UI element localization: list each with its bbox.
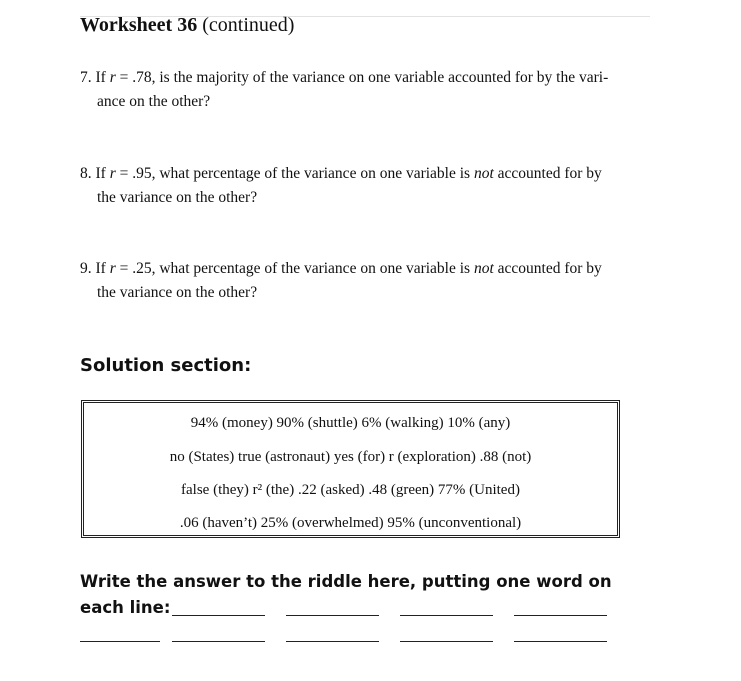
title-rest: (continued) xyxy=(197,14,295,36)
question-text: = .78, is the majority of the variance on one variable accounted for by the vari- xyxy=(115,69,609,86)
solution-row: 94% (money) 90% (shuttle) 6% (walking) 10% (any) xyxy=(190,415,511,431)
answer-blank[interactable] xyxy=(80,641,160,642)
variable-r: r xyxy=(109,69,116,86)
question-text: If xyxy=(91,260,110,277)
answer-blank[interactable] xyxy=(514,641,607,642)
emphasis-not: not xyxy=(473,260,494,277)
answer-blank[interactable] xyxy=(286,641,379,642)
solution-box xyxy=(81,400,620,538)
variable-r: r xyxy=(109,260,116,277)
riddle-line2: each line: xyxy=(80,598,171,617)
solution-row: no (States) true (astronaut) yes (for) r (exploration) .88 (not) xyxy=(169,449,532,465)
answer-blank[interactable] xyxy=(514,615,607,616)
emphasis-not: not xyxy=(473,165,494,182)
question-9 xyxy=(80,257,640,305)
question-number: 9. xyxy=(80,260,92,277)
solution-row: .06 (haven’t) 25% (overwhelmed) 95% (unconventional) xyxy=(179,515,522,531)
answer-blank[interactable] xyxy=(286,615,379,616)
question-text: accounted for by xyxy=(493,165,602,182)
question-8 xyxy=(80,162,640,210)
question-7 xyxy=(80,66,640,114)
variable-r: r xyxy=(109,165,116,182)
question-text: = .95, what percentage of the variance on one variable is xyxy=(115,165,474,182)
answer-blank[interactable] xyxy=(400,615,493,616)
question-text: If xyxy=(91,69,110,86)
question-text: If xyxy=(91,165,110,182)
solution-heading: Solution section: xyxy=(80,355,252,376)
question-number: 8. xyxy=(80,165,92,182)
page-title xyxy=(80,14,294,37)
answer-blank[interactable] xyxy=(172,615,265,616)
solution-row: false (they) r² (the) .22 (asked) .48 (green) 77% (United) xyxy=(181,482,520,498)
question-line2: ance on the other? xyxy=(97,93,211,110)
question-text: accounted for by xyxy=(493,260,602,277)
question-line2: the variance on the other? xyxy=(97,189,258,206)
riddle-line1: Write the answer to the riddle here, putting one word on xyxy=(80,572,612,591)
question-number: 7. xyxy=(80,69,92,86)
title-bold: Worksheet 36 xyxy=(80,14,198,36)
answer-blank[interactable] xyxy=(172,641,265,642)
answer-blank[interactable] xyxy=(400,641,493,642)
question-text: = .25, what percentage of the variance on one variable is xyxy=(115,260,474,277)
riddle-instructions xyxy=(80,569,640,621)
question-line2: the variance on the other? xyxy=(97,284,258,301)
